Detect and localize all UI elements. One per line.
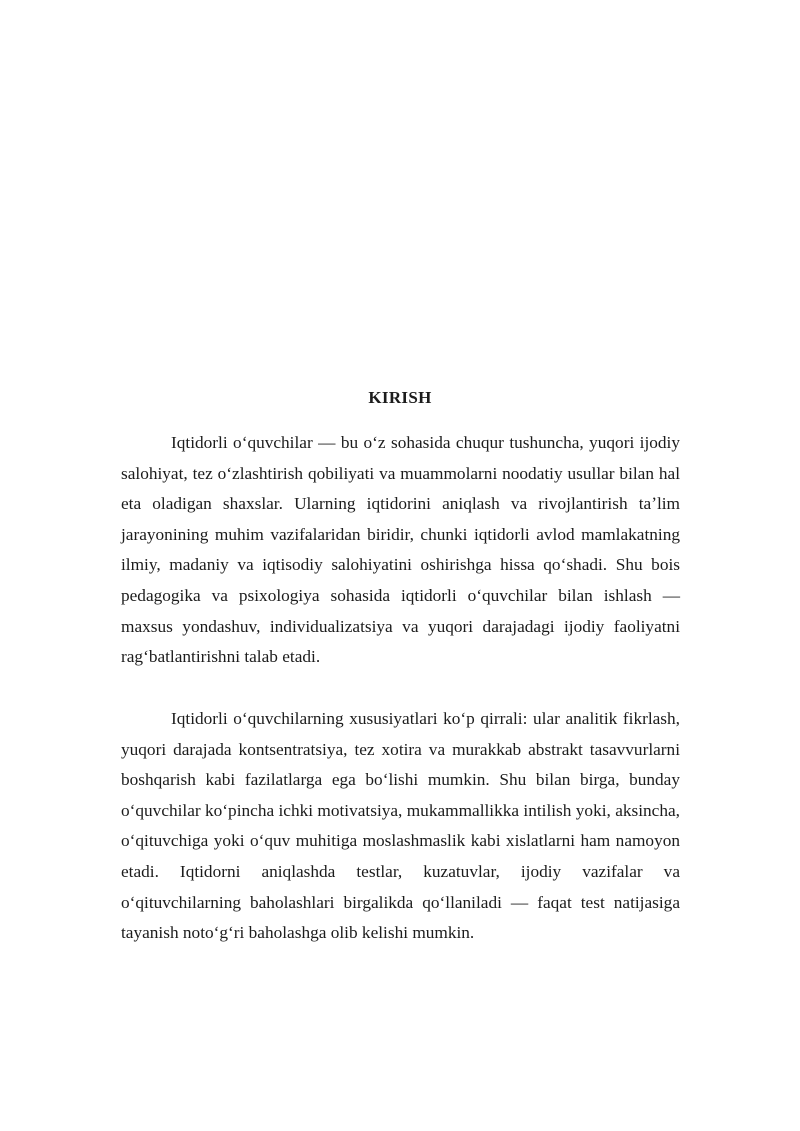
section-heading: KIRISH: [368, 388, 432, 407]
paragraph-1: Iqtidorli oʻquvchilar — bu oʻz sohasida chuqur tushuncha, yuqori ijodiy salohiyat, tez oʻzlashtirish qobiliyati va muammolarni noodatiy usullar bilan hal eta oladigan shaxslar. Ularning iqtidorini aniqlash va rivojlantirish taʼlim jarayonining muhim vazifalaridan biridir, chunki iqtidorli avlod mamlakatning ilmiy, madaniy va iqtisodiy salohiyatini oshirishga hissa qoʻshadi. Shu bois pedagogika va psixologiya sohasida iqtidorli oʻquvchilar bilan ishlash — maxsus yondashuv, individualizatsiya va yuqori darajadagi ijodiy faoliyatni ragʻbatlantirishni talab etadi.: [121, 433, 680, 667]
paragraph-2: Iqtidorli oʻquvchilarning xususiyatlari koʻp qirrali: ular analitik fikrlash, yuqori darajada kontsentratsiya, tez xotira va murakkab abstrakt tasavvurlarni boshqarish kabi fazilatlarga ega boʻlishi mumkin. Shu bilan birga, bunday oʻquvchilar koʻpincha ichki motivatsiya, mukammallikka intilish yoki, aksincha, oʻqituvchiga yoki oʻquv muhitiga moslashmaslik kabi xislatlarni ham namoyon etadi. Iqtidorni aniqlashda testlar, kuzatuvlar, ijodiy vazifalar va oʻqituvchilarning baholashlari birgalikda qoʻllaniladi — faqat test natijasiga tayanish notoʻgʻri baholashga olib kelishi mumkin.: [121, 709, 680, 943]
